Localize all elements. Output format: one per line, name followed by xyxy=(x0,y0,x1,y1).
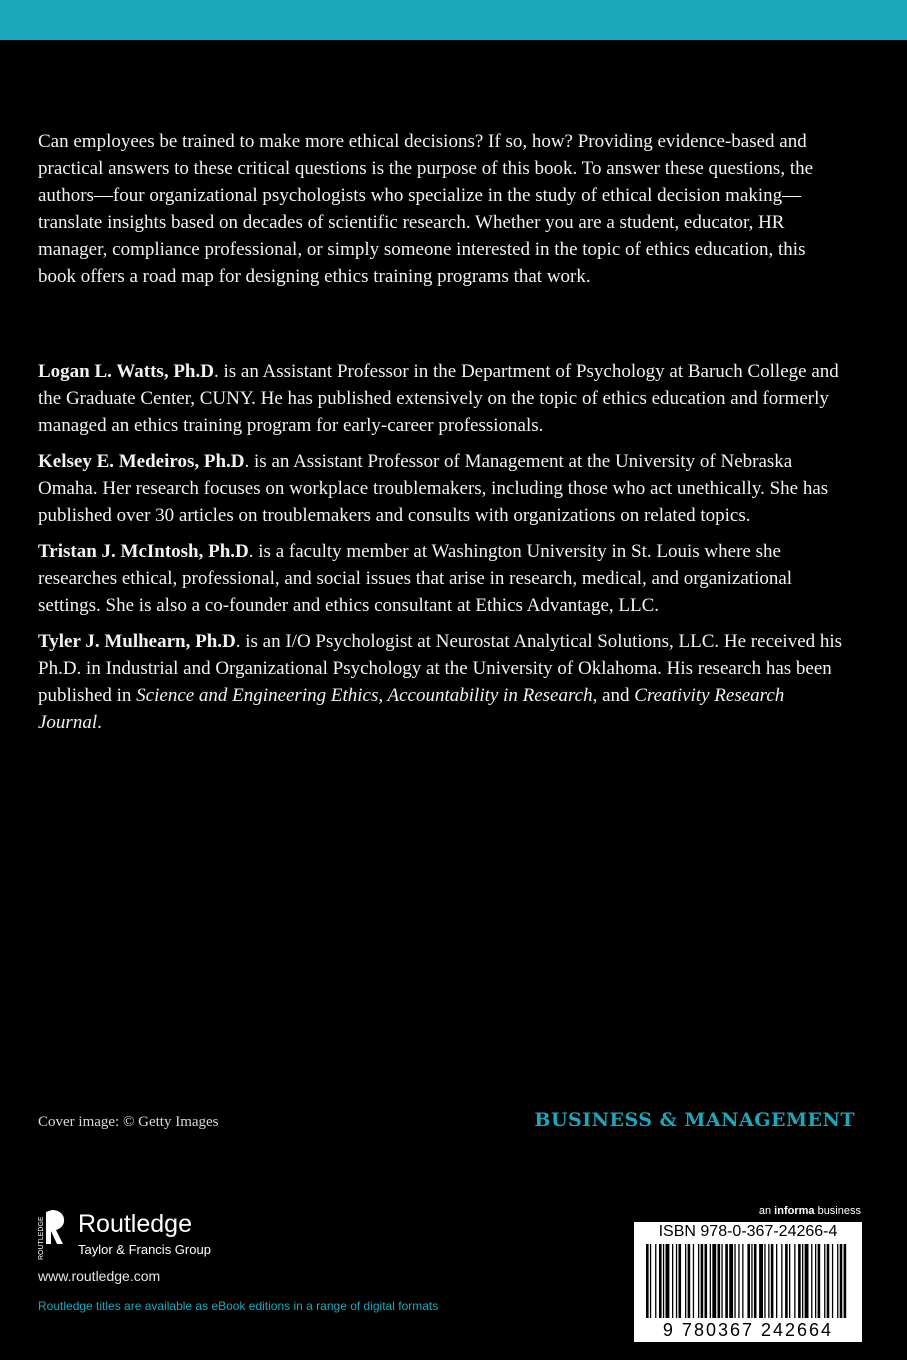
author-name: Logan L. Watts, Ph.D xyxy=(38,361,214,382)
barcode-bar xyxy=(734,1244,735,1318)
barcode-bar xyxy=(811,1244,812,1318)
barcode-bar xyxy=(698,1244,699,1318)
author-name: Tristan J. McIntosh, Ph.D xyxy=(38,541,249,562)
barcode-bar xyxy=(679,1244,682,1318)
author-bio-text: . is a faculty member at Washington University in St. Louis where she researches ethical, professional, and social issues that arise in research, medical, and organizational settings. She is also a co-founder and ethics consultant at Ethics Advantage, LLC. xyxy=(38,541,793,616)
barcode-bar xyxy=(802,1244,803,1318)
informa-tagline: an informa business xyxy=(758,1205,861,1217)
author-bios xyxy=(38,358,846,745)
barcode-bar xyxy=(655,1244,656,1318)
author-bio-text: . is an Assistant Professor of Management at the University of Nebraska Omaha. Her research focuses on workplace troublemakers, including those who act unethically. She has published over 30 articles on troublemakers and consults with organizations on related topics. xyxy=(38,451,829,526)
barcode-bar xyxy=(832,1244,833,1318)
author-bio xyxy=(38,628,846,736)
barcode-bar xyxy=(768,1244,769,1318)
informa-brand: informa xyxy=(774,1205,815,1217)
barcode-bar xyxy=(650,1244,651,1318)
book-blurb: Can employees be trained to make more ethical decisions? If so, how? Providing evidence-based and practical answers to these critical questions is the purpose of this book. To answer these questions, the authors—four organizational psychologists who specialize in the study of ethical decision making—translate insights based on decades of scientific research. Whether you are a student, educator, HR manager, compliance professional, or simply someone interested in the topic of ethics education, this book offers a road map for designing ethics training programs that work. xyxy=(38,131,814,287)
author-bio-text: . xyxy=(97,712,102,733)
barcode-bar xyxy=(759,1244,763,1318)
author-bio-text: , and xyxy=(592,685,635,706)
author-bio xyxy=(38,538,846,619)
barcode-bar xyxy=(718,1244,721,1318)
barcode-bar xyxy=(824,1244,825,1318)
barcode-bar xyxy=(844,1244,847,1318)
barcode-bar xyxy=(754,1244,757,1318)
publisher-website: www.routledge.com xyxy=(38,1268,161,1284)
author-bio xyxy=(38,448,846,529)
barcode-bar xyxy=(705,1244,708,1318)
barcode-bar xyxy=(798,1244,801,1318)
author-bio-text: . is an Assistant Professor in the Department of Psychology at Baruch College and the Graduate Center, CUNY. He has published extensively on the topic of ethics education and formerly managed an ethics training program for early-career professionals. xyxy=(38,361,839,436)
barcode-bar xyxy=(837,1244,838,1318)
barcode-bar xyxy=(659,1244,662,1318)
barcode-bars xyxy=(644,1244,852,1320)
barcode-bar xyxy=(818,1244,821,1318)
barcode-bar xyxy=(827,1244,830,1318)
isbn-label: ISBN 978-0-367-24266-4 xyxy=(658,1223,838,1240)
routledge-logo xyxy=(38,1208,238,1262)
barcode-bar xyxy=(776,1244,777,1318)
barcode-bar xyxy=(672,1244,673,1318)
barcode-bar xyxy=(688,1244,691,1318)
barcode-bar xyxy=(747,1244,750,1318)
isbn-barcode xyxy=(634,1222,862,1342)
ebook-note: Routledge titles are available as eBook editions in a range of digital formats xyxy=(38,1299,439,1313)
barcode-bar xyxy=(710,1244,711,1318)
barcode-bar xyxy=(663,1244,664,1318)
barcode-bar xyxy=(738,1244,739,1318)
routledge-logo-icon xyxy=(38,1208,68,1262)
barcode-bar xyxy=(646,1244,649,1318)
barcode-bar xyxy=(840,1244,843,1318)
barcode-bar xyxy=(721,1244,722,1318)
barcode-bar xyxy=(666,1244,670,1318)
top-accent-band xyxy=(0,0,907,40)
barcode-bar xyxy=(693,1244,694,1318)
barcode-bar xyxy=(764,1244,765,1318)
barcode-bar xyxy=(751,1244,752,1318)
barcode-bar xyxy=(815,1244,816,1318)
barcode-bar xyxy=(725,1244,728,1318)
barcode-bar xyxy=(701,1244,704,1318)
publisher-name: Routledge xyxy=(78,1210,192,1238)
barcode-bar xyxy=(789,1244,790,1318)
logo-vertical-text: ROUTLEDGE xyxy=(38,1216,45,1260)
barcode-bar xyxy=(685,1244,686,1318)
barcode-bar xyxy=(729,1244,733,1318)
barcode-bar xyxy=(712,1244,716,1318)
publisher-group: Taylor & Francis Group xyxy=(78,1242,211,1257)
barcode-bar xyxy=(781,1244,782,1318)
barcode-bar xyxy=(805,1244,809,1318)
author-bio-text: . is an I/O Psychologist at Neurostat Analytical Solutions, LLC. He received his Ph.D. in Industrial and Organizational Psychology at the University of Oklahoma. His research has been published in xyxy=(38,631,843,706)
isbn-digits: 9 780367 242664 xyxy=(662,1320,834,1340)
barcode-bar xyxy=(742,1244,743,1318)
author-name: Kelsey E. Medeiros, Ph.D xyxy=(38,451,245,472)
barcode-bar xyxy=(771,1244,774,1318)
barcode-bar xyxy=(794,1244,795,1318)
author-bio xyxy=(38,358,846,439)
author-name: Tyler J. Mulhearn, Ph.D xyxy=(38,631,236,652)
barcode-bar xyxy=(676,1244,677,1318)
barcode-bar xyxy=(785,1244,788,1318)
subject-category: BUSINESS & MANAGEMENT xyxy=(534,1109,855,1131)
journal-title: Creativity Research Journal xyxy=(38,685,785,733)
cover-image-credit: Cover image: © Getty Images xyxy=(38,1114,219,1130)
journal-titles: Science and Engineering Ethics, Accountability in Research xyxy=(136,685,593,706)
